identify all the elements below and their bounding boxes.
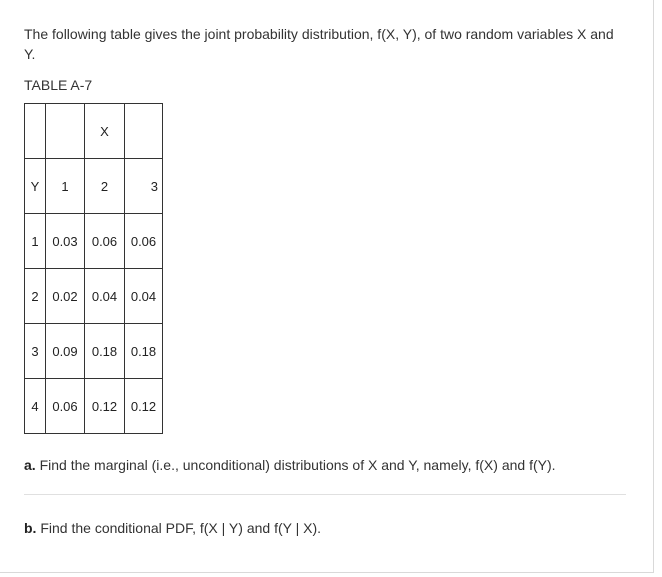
table-row [25, 214, 163, 269]
probability-cell: 0.02 [46, 269, 85, 324]
x-value-cell: 1 [46, 159, 85, 214]
probability-cell: 0.18 [85, 324, 125, 379]
section-divider [24, 494, 626, 495]
x-value-cell: 2 [85, 159, 125, 214]
probability-cell: 0.12 [125, 379, 163, 434]
table-corner-cell [25, 104, 46, 159]
y-header-cell: Y [25, 159, 46, 214]
probability-cell: 0.12 [85, 379, 125, 434]
table-caption: TABLE A-7 [24, 77, 93, 93]
probability-cell: 0.06 [85, 214, 125, 269]
probability-cell: 0.18 [125, 324, 163, 379]
probability-cell: 0.06 [46, 379, 85, 434]
question-b-text: Find the conditional PDF, f(X | Y) and f(Y | X). [40, 520, 322, 536]
probability-cell: 0.03 [46, 214, 85, 269]
probability-cell: 0.04 [125, 269, 163, 324]
table-empty-cell [46, 104, 85, 159]
probability-cell: 0.06 [125, 214, 163, 269]
question-a-tag: a. [24, 457, 36, 473]
x-header-cell: X [85, 104, 125, 159]
table-value-header-row [25, 159, 163, 214]
question-a-text: Find the marginal (i.e., unconditional) distributions of X and Y, namely, f(X) and f(Y). [39, 457, 556, 473]
question-a [24, 455, 556, 475]
intro-text: The following table gives the joint probability distribution, f(X, Y), of two random variables X and Y. [24, 26, 614, 62]
table-row [25, 269, 163, 324]
y-value-cell: 3 [25, 324, 46, 379]
probability-cell: 0.04 [85, 269, 125, 324]
joint-probability-table [24, 103, 163, 434]
table-row [25, 379, 163, 434]
table-empty-cell [125, 104, 163, 159]
y-value-cell: 1 [25, 214, 46, 269]
question-b-tag: b. [24, 520, 37, 536]
probability-cell: 0.09 [46, 324, 85, 379]
question-b [24, 518, 321, 538]
x-value-cell: 3 [125, 159, 163, 214]
table-header-row [25, 104, 163, 159]
table-row [25, 324, 163, 379]
y-value-cell: 4 [25, 379, 46, 434]
y-value-cell: 2 [25, 269, 46, 324]
